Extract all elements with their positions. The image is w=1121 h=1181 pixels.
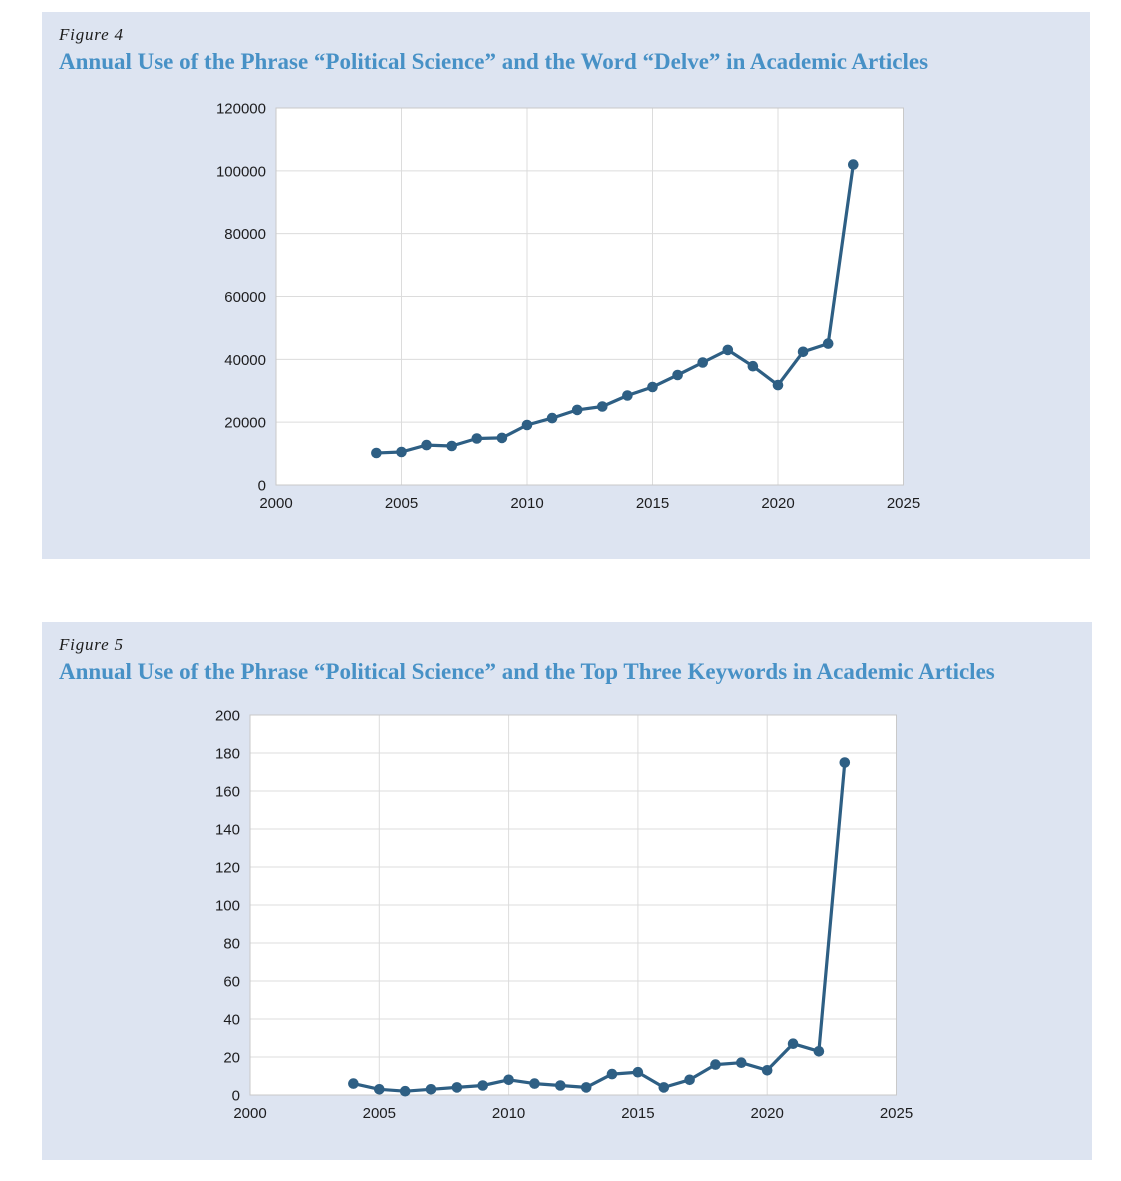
x-tick-label: 2005 xyxy=(362,1105,396,1122)
data-point xyxy=(647,382,658,393)
data-point xyxy=(529,1078,540,1089)
x-tick-label: 2000 xyxy=(259,495,293,512)
y-tick-label: 120 xyxy=(214,859,240,877)
x-tick-label: 2000 xyxy=(233,1105,267,1122)
x-tick-label: 2015 xyxy=(635,495,670,512)
data-point xyxy=(547,413,558,424)
data-point xyxy=(748,361,759,372)
data-point xyxy=(522,420,533,431)
data-point xyxy=(823,338,834,349)
figure5-plot-svg xyxy=(42,706,1092,1156)
x-tick-label: 2010 xyxy=(491,1105,526,1122)
figure4-chart xyxy=(42,98,1090,543)
y-tick-label: 40000 xyxy=(224,351,266,369)
data-point xyxy=(374,1084,385,1095)
data-point xyxy=(497,433,508,444)
y-tick-label: 40 xyxy=(223,1011,240,1029)
x-tick-label: 2005 xyxy=(384,495,419,512)
y-tick-label: 120000 xyxy=(215,100,266,118)
figure5-chart xyxy=(42,706,1092,1156)
x-tick-label: 2025 xyxy=(886,495,921,512)
data-point xyxy=(633,1067,644,1078)
x-tick-label: 2020 xyxy=(750,1105,784,1122)
data-point xyxy=(607,1069,618,1080)
y-tick-label: 0 xyxy=(231,1087,240,1105)
data-point xyxy=(400,1086,411,1097)
y-tick-label: 140 xyxy=(214,821,240,839)
data-point xyxy=(736,1057,747,1068)
y-tick-label: 180 xyxy=(214,745,240,763)
figure4-panel xyxy=(42,12,1090,559)
data-point xyxy=(622,390,633,401)
data-point xyxy=(371,448,382,459)
figure4-label: Figure 4 xyxy=(59,25,124,44)
y-tick-label: 0 xyxy=(257,477,266,495)
data-point xyxy=(555,1080,566,1091)
x-tick-label: 2010 xyxy=(510,495,544,512)
y-tick-label: 80000 xyxy=(224,226,266,244)
data-point xyxy=(672,370,683,381)
data-point xyxy=(762,1065,773,1076)
data-point xyxy=(446,441,457,452)
data-point xyxy=(773,380,784,391)
y-tick-label: 20000 xyxy=(224,414,266,432)
data-point xyxy=(814,1046,825,1057)
data-point xyxy=(684,1075,695,1086)
y-tick-label: 80 xyxy=(223,935,240,953)
data-point xyxy=(710,1059,721,1070)
data-point xyxy=(348,1078,359,1089)
data-point xyxy=(396,447,407,458)
y-tick-label: 60000 xyxy=(224,289,266,306)
data-point xyxy=(421,440,432,451)
data-point xyxy=(697,357,708,368)
data-point xyxy=(840,757,851,768)
y-tick-label: 100000 xyxy=(215,163,266,181)
data-point xyxy=(581,1082,592,1093)
y-tick-label: 60 xyxy=(223,973,240,991)
data-point xyxy=(452,1082,463,1093)
y-tick-label: 200 xyxy=(214,707,240,725)
data-point xyxy=(723,345,734,356)
y-tick-label: 160 xyxy=(214,783,240,801)
data-point xyxy=(848,159,859,170)
x-tick-label: 2020 xyxy=(761,495,795,512)
data-point xyxy=(426,1084,437,1095)
y-tick-label: 20 xyxy=(223,1049,240,1067)
figure4-title: Annual Use of the Phrase “Political Science” and the Word “Delve” in Academic Articles xyxy=(59,49,929,74)
figure5-panel xyxy=(42,622,1092,1160)
x-tick-label: 2025 xyxy=(879,1105,914,1122)
data-point xyxy=(798,347,809,358)
data-point xyxy=(477,1080,488,1091)
data-point xyxy=(572,405,583,416)
y-tick-label: 100 xyxy=(214,897,240,915)
data-point xyxy=(659,1082,670,1093)
data-point xyxy=(788,1038,799,1049)
data-point xyxy=(472,433,483,444)
data-point xyxy=(597,401,608,412)
figure5-title: Annual Use of the Phrase “Political Science” and the Top Three Keywords in Academic Articles xyxy=(59,659,995,684)
data-point xyxy=(503,1075,514,1086)
figure4-plot-svg xyxy=(42,98,1090,543)
figure5-label: Figure 5 xyxy=(59,635,124,654)
x-tick-label: 2015 xyxy=(621,1105,655,1122)
